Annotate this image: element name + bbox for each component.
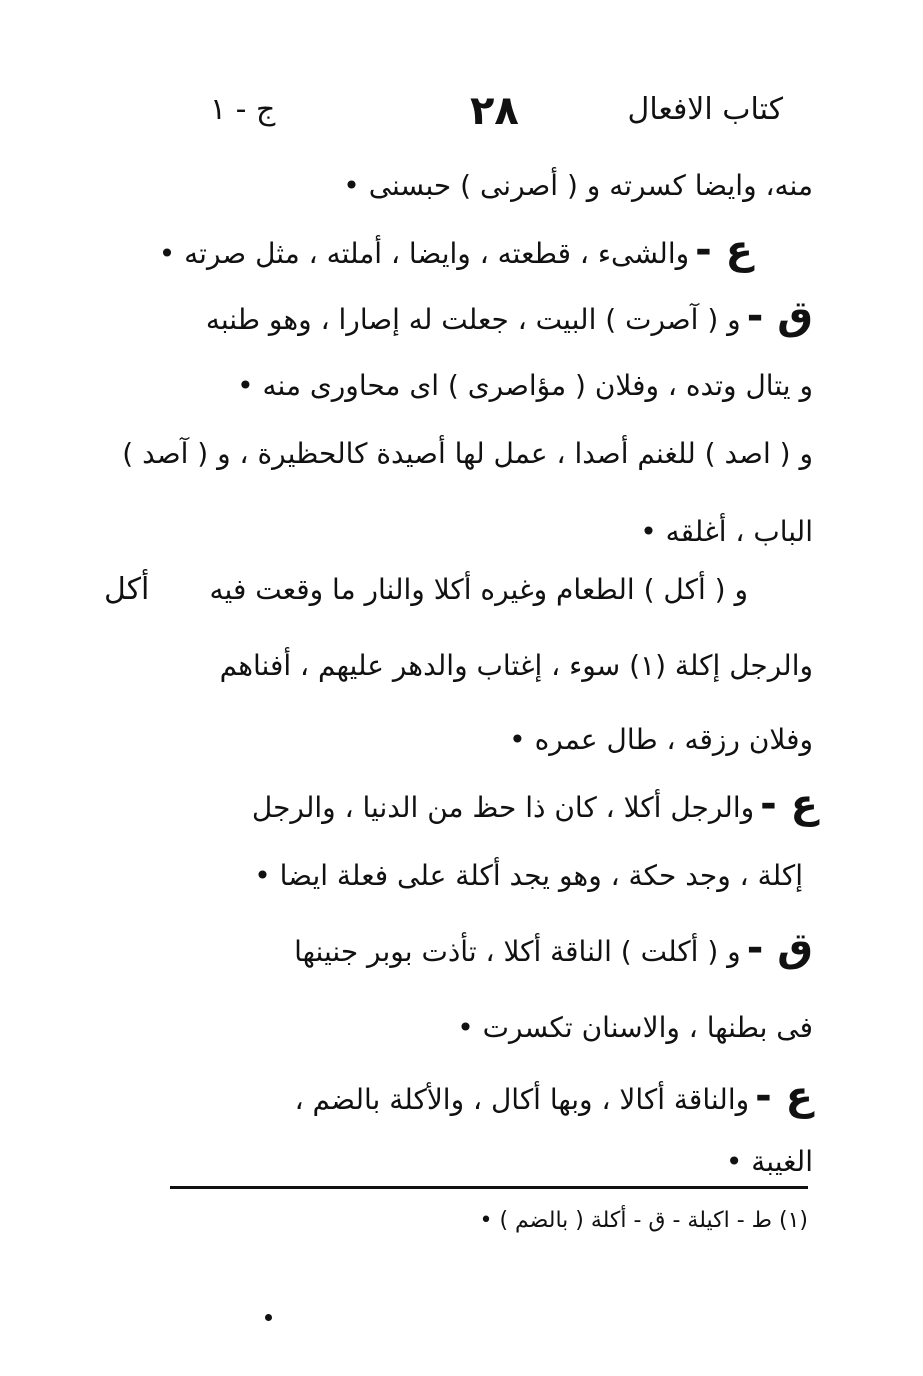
text-line-9: وفلان رزقه ، طال عمره • (509, 723, 813, 756)
footnote: (١) ط - اكيلة - ق - أكلة ( بالضم ) • (479, 1208, 808, 1233)
text-line-2 (158, 227, 753, 273)
entry-marker-ayn: ع - (755, 1073, 813, 1119)
line-text: و ( آصرت ) البيت ، جعلت له إصارا ، وهو طنبه (205, 303, 741, 336)
line-text: والرجل أكلا ، كان ذا حظ من الدنيا ، والرجل (251, 791, 755, 824)
text-line-10 (251, 781, 818, 827)
line-text: و ( أكلت ) الناقة أكلا ، تأذت بوبر جنينها (294, 935, 741, 968)
line-text: والشىء ، قطعته ، وايضا ، أملته ، مثل صرته • (158, 237, 690, 270)
text-line-7: و ( أكل ) الطعام وغيره أكلا والنار ما وقعت فيه (209, 573, 748, 606)
ink-dot (265, 1314, 272, 1321)
text-line-6: الباب ، أغلقه • (640, 515, 813, 548)
text-line-3 (205, 293, 813, 339)
entry-marker-ayn: ع - (695, 227, 753, 273)
text-line-8: والرجل إكلة (١) سوء ، إغتاب والدهر عليهم ، أفناهم (219, 649, 813, 682)
text-line-14 (294, 1073, 813, 1119)
volume-number: ج - ١ (210, 92, 276, 127)
text-line-13: فى بطنها ، والاسنان تكسرت • (457, 1011, 813, 1044)
running-title: كتاب الافعال (627, 92, 783, 127)
entry-marker-ayn: ع - (760, 781, 818, 827)
text-line-4: و يتال وتده ، وفلان ( مؤاصرى ) اى محاورى منه • (237, 369, 813, 402)
text-line-11: إكلة ، وجد حكة ، وهو يجد أكلة على فعلة ايضا • (254, 859, 803, 892)
text-line-1: منه، وايضا كسرته و ( أصرنى ) حبسنى • (343, 169, 813, 202)
text-line-5: و ( اصد ) للغنم أصدا ، عمل لها أصيدة كالحظيرة ، و ( آصد ) (122, 437, 813, 470)
text-line-15: الغيبة • (725, 1145, 813, 1178)
page-number: ٢٨ (470, 88, 519, 134)
margin-headword: أكل (104, 572, 150, 607)
entry-marker-qaf: ق - (746, 293, 813, 339)
entry-marker-qaf: ق - (746, 925, 813, 971)
footnote-divider (170, 1186, 808, 1189)
line-text: والناقة أكالا ، وبها أكال ، والأكلة بالضم ، (294, 1083, 750, 1116)
text-line-12 (294, 925, 813, 971)
